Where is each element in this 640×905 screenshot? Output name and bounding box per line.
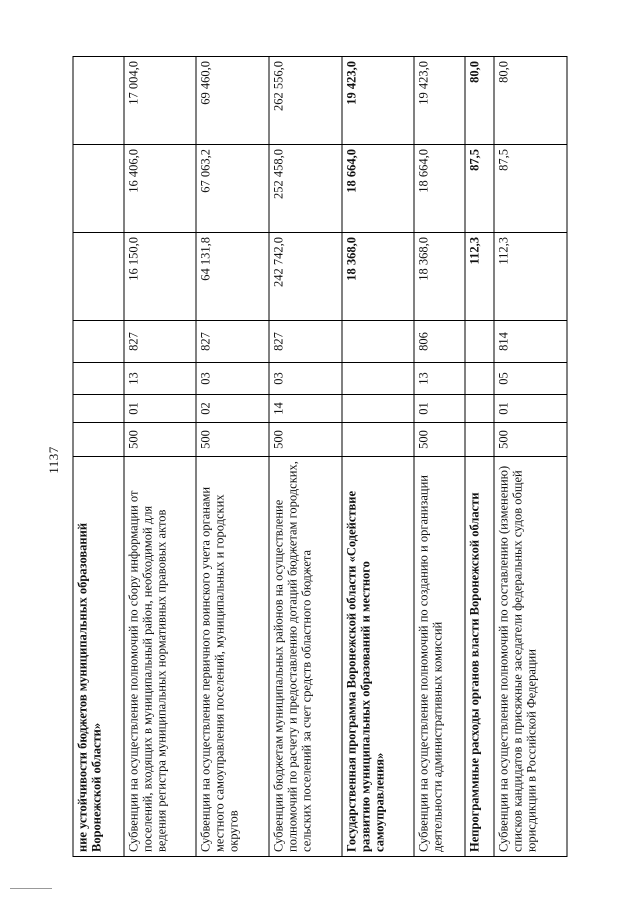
- section-code: 01: [414, 395, 465, 423]
- amount-year-3: 19 423,0: [342, 57, 415, 145]
- amount-year-1: 112,3: [494, 233, 567, 321]
- section-code: 01: [494, 395, 567, 423]
- table-row: [465, 57, 494, 857]
- grbs-code: 500: [196, 423, 269, 457]
- subsection-code: 13: [414, 363, 465, 395]
- amount-year-2: 16 406,0: [124, 145, 197, 233]
- amount-year-1: [73, 233, 124, 321]
- amount-year-2: 67 063,2: [196, 145, 269, 233]
- row-name: Субвенции бюджетам муниципальных районов на осуществление полномочий по расчету и предоставлению дотаций бюджетам городских, сельских поселений за счет средств областного бюджета: [269, 457, 342, 857]
- amount-year-2: 87,5: [465, 145, 494, 233]
- expense-type-code: [465, 321, 494, 363]
- expense-type-code: 827: [124, 321, 197, 363]
- amount-year-3: 80,0: [494, 57, 567, 145]
- row-name: Государственная программа Воронежской области «Содействие развитию муниципальных образований и местного самоуправления»: [342, 457, 415, 857]
- subsection-code: [73, 363, 124, 395]
- table-row: [196, 57, 269, 857]
- subsection-code: 03: [196, 363, 269, 395]
- amount-year-3: 69 460,0: [196, 57, 269, 145]
- amount-year-2: 18 664,0: [342, 145, 415, 233]
- expense-type-code: 827: [196, 321, 269, 363]
- subsection-code: 03: [269, 363, 342, 395]
- amount-year-1: 112,3: [465, 233, 494, 321]
- expense-type-code: 806: [414, 321, 465, 363]
- amount-year-3: 17 004,0: [124, 57, 197, 145]
- table-row: [494, 57, 567, 857]
- amount-year-2: 87,5: [494, 145, 567, 233]
- row-name: Субвенции на осуществление полномочий по сбору информации от поселений, входящих в муниципальный район, необходимой для ведения регистра муниципальных нормативных правовых актов: [124, 457, 197, 857]
- section-code: [73, 395, 124, 423]
- section-code: [342, 395, 415, 423]
- grbs-code: 500: [124, 423, 197, 457]
- amount-year-2: [73, 145, 124, 233]
- subsection-code: 13: [124, 363, 197, 395]
- grbs-code: 500: [414, 423, 465, 457]
- row-name: Непрограммные расходы органов власти Воронежской области: [465, 457, 494, 857]
- table-row: [124, 57, 197, 857]
- table-row: [269, 57, 342, 857]
- row-name: Субвенции на осуществление полномочий по составлению (изменению) списков кандидатов в присяжные заседатели федеральных судов общей юрисдикции в Российской Федерации: [494, 457, 567, 857]
- section-code: 14: [269, 395, 342, 423]
- grbs-code: [465, 423, 494, 457]
- page-number: 1137: [45, 446, 61, 474]
- budget-table: [73, 56, 568, 857]
- grbs-code: 500: [269, 423, 342, 457]
- amount-year-3: 19 423,0: [414, 57, 465, 145]
- grbs-code: 500: [494, 423, 567, 457]
- amount-year-1: 18 368,0: [342, 233, 415, 321]
- subsection-code: 05: [494, 363, 567, 395]
- expense-type-code: 814: [494, 321, 567, 363]
- amount-year-1: 242 742,0: [269, 233, 342, 321]
- expense-type-code: 827: [269, 321, 342, 363]
- amount-year-2: 18 664,0: [414, 145, 465, 233]
- row-name: Субвенции на осуществление первичного воинского учета органами местного самоуправления поселений, муниципальных и городских округов: [196, 457, 269, 857]
- section-code: 02: [196, 395, 269, 423]
- amount-year-1: 64 131,8: [196, 233, 269, 321]
- subsection-code: [465, 363, 494, 395]
- expense-type-code: [342, 321, 415, 363]
- section-code: 01: [124, 395, 197, 423]
- amount-year-3: [73, 57, 124, 145]
- amount-year-1: 16 150,0: [124, 233, 197, 321]
- amount-year-1: 18 368,0: [414, 233, 465, 321]
- table-row: [414, 57, 465, 857]
- expense-type-code: [73, 321, 124, 363]
- table-row: [73, 57, 124, 857]
- row-name: ние устойчивости бюджетов муниципальных образований Воронежской области»: [73, 457, 124, 857]
- grbs-code: [342, 423, 415, 457]
- row-name: Субвенции на осуществление полномочий по созданию и организации деятельности административных комиссий: [414, 457, 465, 857]
- amount-year-3: 262 556,0: [269, 57, 342, 145]
- rotated-table-container: [73, 57, 568, 857]
- table-row: [342, 57, 415, 857]
- table-body: [73, 57, 567, 857]
- section-code: [465, 395, 494, 423]
- scan-artifact-line: [10, 888, 52, 889]
- amount-year-2: 252 458,0: [269, 145, 342, 233]
- grbs-code: [73, 423, 124, 457]
- amount-year-3: 80,0: [465, 57, 494, 145]
- subsection-code: [342, 363, 415, 395]
